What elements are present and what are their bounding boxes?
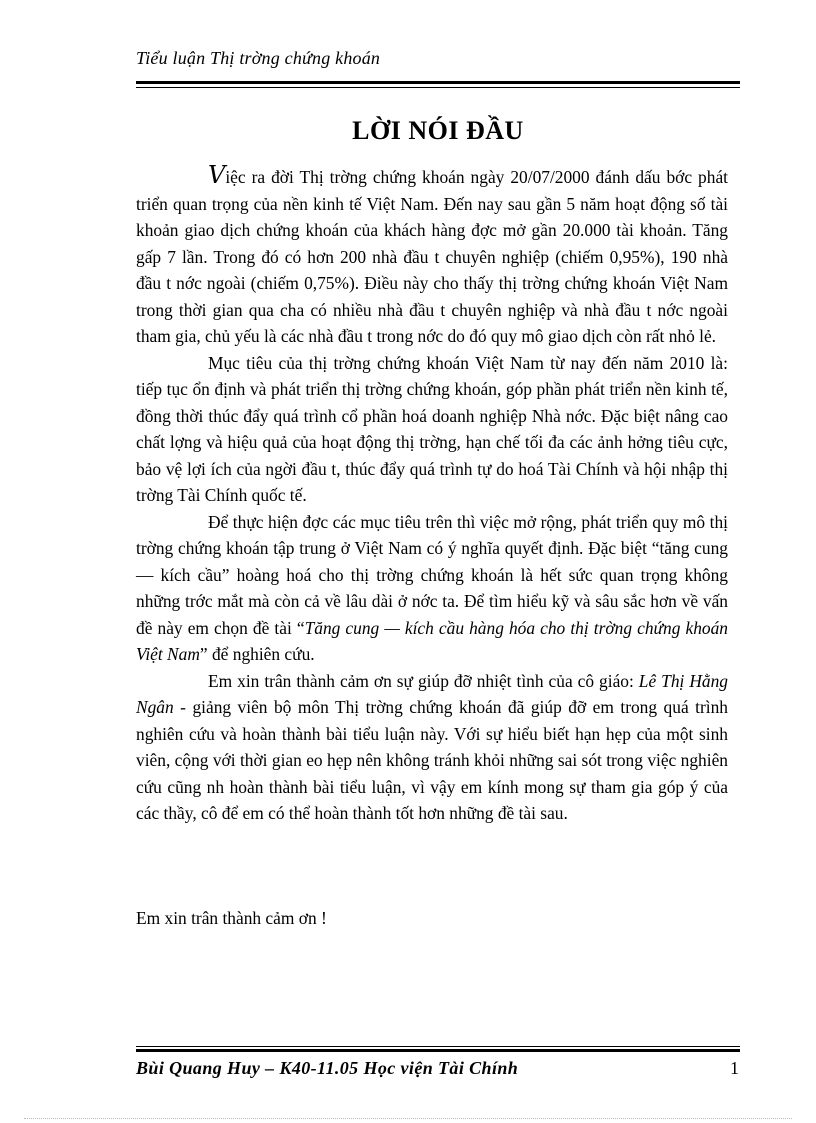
paragraph-1-text: iệc ra đời Thị trờng chứng khoán ngày 20/07/2000 đánh dấu bớc phát triển quan trọng của nền kinh tế Việt Nam. Đến nay sau gần 5 năm hoạt động số tài khoản giao dịch chứng khoán của khách hàng đợc mở gần 20.000 tài khoản. Tăng gấp 7 lần. Trong đó có hơn 200 nhà đầu t chuyên nghiệp (chiếm 0,95%), 190 nhà đầu t nớc ngoài (chiếm 0,75%). Điều này cho thấy thị trờng chứng khoán Việt Nam trong thời gian qua cha có nhiều nhà đầu t chuyên nghiệp và nhà đầu t nớc ngoài tham gia, chủ yếu là các nhà đầu t trong nớc do đó quy mô giao dịch còn rất nhỏ lẻ.	[136, 167, 728, 346]
footer-rule-thin	[136, 1046, 740, 1047]
paragraph-4	[136, 668, 728, 827]
drop-cap: V	[208, 161, 226, 189]
paragraph-2: Mục tiêu của thị trờng chứng khoán Việt Nam từ nay đến năm 2010 là: tiếp tục ổn định và phát triển thị trờng chứng khoán, góp phần phát triển nền kinh tế, đồng thời thúc đẩy quá trình cổ phần hoá doanh nghiệp Nhà nớc. Đặc biệt nâng cao chất lợng và hiệu quả của hoạt động thị trờng, hạn chế tối đa các ảnh hởng tiêu cực, bảo vệ lợi ích của ngời đầu t, thúc đẩy quá trình tự do hoá Tài Chính và hội nhập thị trờng Tài Chính quốc tế.	[136, 352, 728, 505]
topic-title: Tăng cung — kích cầu hàng hóa cho thị trờng chứng khoán Việt Nam	[136, 617, 728, 664]
footer-author: Bùi Quang Huy – K40-11.05 Học viện Tài Chính	[136, 1058, 519, 1078]
header-rule-thick	[136, 81, 740, 84]
paragraph-4-text: Em xin trân thành cảm ơn sự giúp đỡ nhiệt tình của cô giáo:	[208, 670, 639, 691]
paragraph-1	[136, 161, 728, 350]
paragraph-3-end: ” để nghiên cứu.	[199, 644, 315, 664]
document-heading: LỜI NÓI ĐẦU	[352, 116, 524, 145]
footer-rule-thick	[136, 1049, 740, 1052]
closing-line: Em xin trân thành cảm ơn !	[136, 908, 327, 928]
page-number: 1	[730, 1058, 739, 1078]
header-rule-thin	[136, 87, 740, 88]
lecturer-name: Lê Thị Hằng Ngân	[136, 670, 728, 717]
paragraph-3-text: Để thực hiện đợc các mục tiêu trên thì việc mở rộng, phát triển quy mô thị trờng chứng khoán tập trung ở Việt Nam có ý nghĩa quyết định. Đặc biệt “tăng cung — kích cầu” hoàng hoá cho thị trờng chứng khoán là hết sức quan trọng không những trớc mắt mà còn cả về lâu dài ở nớc ta. Để tìm hiểu kỹ và sâu sắc hơn về vấn đề này em chọn đề tài “	[136, 511, 728, 638]
document-body	[136, 161, 728, 827]
paragraph-3	[136, 509, 728, 668]
page-header-title: Tiểu luận Thị trờng chứng khoán	[136, 48, 381, 68]
paragraph-4-end: - giảng viên bộ môn Thị trờng chứng khoán đã giúp đỡ em trong quá trình nghiên cứu và hoàn thành bài tiểu luận này. Với sự hiểu biết hạn hẹp của một sinh viên, cộng với thời gian eo hẹp nên không tránh khỏi những sai sót trong việc nghiên cứu cũng nh hoàn thành bài tiểu luận, vì vậy em kính mong sự tham gia góp ý của các thầy, cô để em có thể hoàn thành tốt hơn những đề tài sau.	[136, 697, 728, 823]
page-bottom-border	[24, 1118, 792, 1119]
